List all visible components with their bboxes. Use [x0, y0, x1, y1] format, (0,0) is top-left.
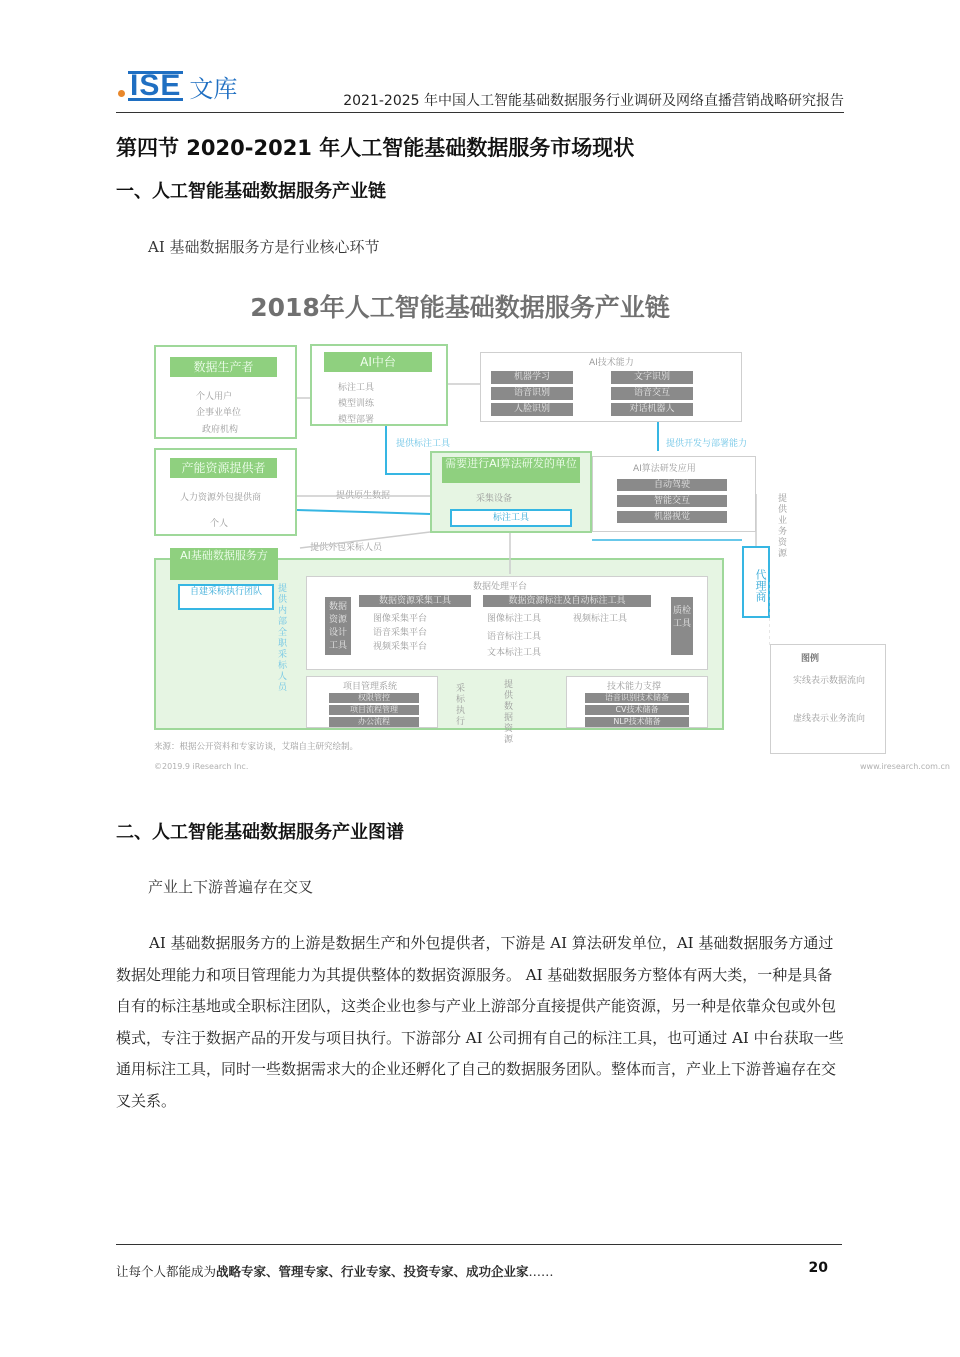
project-mgmt-item: 项目流程管理 [329, 705, 419, 715]
legend-line-2: 虚线表示业务流向 [792, 714, 865, 724]
flow-label-tool-api: 提供标注工具 [396, 439, 451, 449]
ai-tech-item: 人脸识别 [491, 403, 573, 416]
footer-divider [116, 1244, 842, 1245]
annotate-tool-title: 数据资源标注及自动标注工具 [483, 595, 651, 607]
data-producer-item: 企事业单位 [196, 408, 242, 418]
annotate-tool-item: 图像标注工具 [487, 614, 542, 624]
subsection-heading-2: 二、人工智能基础数据服务产业图谱 [116, 822, 404, 843]
ai-tech-item: 语音交互 [611, 387, 693, 400]
ai-tech-item: 对话机器人 [611, 403, 693, 416]
project-mgmt-title: 项目管理系统 [343, 682, 398, 692]
subsection-lead-1: AI 基础数据服务方是行业核心环节 [148, 238, 380, 256]
quality-tool-label: 质检工具 [671, 597, 693, 655]
collect-tool-item: 语音采集平台 [373, 628, 428, 638]
design-tool-label: 数据资源设计工具 [325, 597, 351, 655]
collect-tool-title: 数据资源采集工具 [359, 595, 471, 607]
ai-algo-app-item: 机器视觉 [617, 511, 727, 523]
flow-arrows [150, 288, 770, 776]
capacity-provider-item: 个人 [210, 519, 229, 529]
annotate-tool-item: 语音标注工具 [487, 632, 542, 642]
ai-tech-item: 文字识别 [611, 371, 693, 384]
flow-label-dev-platform: 提供开发与部署能力 [666, 439, 748, 449]
processing-platform-title: 数据处理平台 [473, 582, 528, 592]
section-title: 第四节 2020-2021 年人工智能基础数据服务市场现状 [116, 136, 635, 160]
project-mgmt-item: 权限管控 [329, 693, 419, 703]
ai-platform-item: 模型部署 [338, 415, 375, 425]
logo-dot-icon [118, 90, 125, 97]
footer-slogan-roles: 战略专家、管理专家、行业专家、投资专家、成功企业家 [216, 1264, 529, 1279]
ai-algo-app-item: 自动驾驶 [617, 479, 727, 491]
diagram-title: 2018年人工智能基础数据服务产业链 [250, 293, 670, 322]
logo-mark: ISE [130, 69, 182, 102]
header-divider [116, 112, 844, 113]
tech-support-item: NLP技术储备 [585, 717, 689, 727]
subsection-heading-1: 一、人工智能基础数据服务产业链 [116, 181, 386, 202]
ai-tech-item: 机器学习 [491, 371, 573, 384]
figure-source: 来源：根据公开资料和专家访谈，艾瑞自主研究绘制。 [154, 742, 359, 752]
data-producer-title: 数据生产者 [170, 357, 277, 377]
ai-platform-item: 标注工具 [338, 383, 375, 393]
self-built-team: 自建采标执行团队 [178, 584, 274, 610]
logo-text: 文库 [189, 74, 238, 103]
footer-slogan-prefix: 让每个人都能成为 [116, 1264, 217, 1279]
agent-box: 代理商 [742, 546, 770, 618]
flow-label-provide-data: 提供原生数据 [336, 491, 391, 501]
internal-staff-note: 提供内部全职采标人员 [278, 584, 288, 693]
tech-support-item: 语音识别技术储备 [585, 693, 689, 703]
capacity-provider-item: 人力资源外包提供商 [180, 493, 262, 503]
collect-tool-item: 视频采集平台 [373, 642, 428, 652]
data-producer-item: 个人用户 [196, 392, 233, 402]
tech-support-title: 技术能力支撑 [607, 682, 662, 692]
ai-tech-title: AI技术能力 [589, 358, 634, 368]
capacity-provider-title: 产能资源提供者 [170, 458, 277, 478]
flow-label-business: 提供业务资源 [778, 494, 788, 559]
body-paragraph: AI 基础数据服务方的上游是数据生产和外包提供者，下游是 AI 算法研发单位，AI 基础数据服务方通过数据处理能力和项目管理能力为其提供整体的数据资源服务。 AI 基础数据服务方整体有两大类，一种是具备自有的标注基地或全职标注团队，这类企业也参与产业上游部分直接提供产能资源，另一种是依靠众包或外包模式，专注于数据产品的开发与项目执行。下游部分 AI 公司拥有自己的标注工具，也可通过 AI 中台获取一些通用标注工具，同时一些数据需求大的企业还孵化了自己的数据服务团队。整体而言，产业上下游普遍存在交叉关系。 [116, 934, 844, 1110]
document-title: 2021-2025 年中国人工智能基础数据服务行业调研及网络直播营销战略研究报告 [343, 93, 844, 109]
page-number: 20 [808, 1260, 828, 1276]
collect-tool-item: 图像采集平台 [373, 614, 428, 624]
flow-label-provide-labor: 提供外包采标人员 [310, 543, 383, 553]
data-resource-note: 提供数据资源 [504, 680, 514, 745]
data-producer-item: 政府机构 [202, 425, 239, 435]
footer-slogan [116, 1262, 554, 1280]
legend-box [770, 644, 886, 754]
ai-algo-app-title: AI算法研发应用 [633, 464, 696, 474]
legend-title: 图例 [801, 654, 820, 664]
project-mgmt-item: 办公流程 [329, 717, 419, 727]
figure-site: www.iresearch.com.cn [860, 762, 950, 771]
tech-support-item: CV技术储备 [585, 705, 689, 715]
ai-dev-unit-annotate-tool: 标注工具 [450, 509, 572, 527]
ai-platform-title: AI中台 [324, 352, 432, 372]
ai-data-service-title: AI基础数据服务方 [170, 548, 278, 580]
execution-note: 采标执行 [456, 684, 466, 727]
ai-tech-item: 语音识别 [491, 387, 573, 400]
ai-algo-app-item: 智能交互 [617, 495, 727, 507]
subsection-lead-2: 产业上下游普遍存在交叉 [148, 878, 314, 896]
ai-dev-unit-item: 采集设备 [476, 494, 513, 504]
annotate-tool-item: 视频标注工具 [573, 614, 628, 624]
footer-slogan-suffix: …… [528, 1264, 554, 1279]
ai-dev-unit-title: 需要进行AI算法研发的单位 [442, 457, 580, 483]
figure-copyright: ©2019.9 iResearch Inc. [154, 762, 249, 771]
legend-line-1: 实线表示数据流向 [792, 676, 865, 686]
annotate-tool-item: 文本标注工具 [487, 648, 542, 658]
ai-platform-item: 模型训练 [338, 399, 375, 409]
site-logo[interactable] [118, 68, 237, 104]
